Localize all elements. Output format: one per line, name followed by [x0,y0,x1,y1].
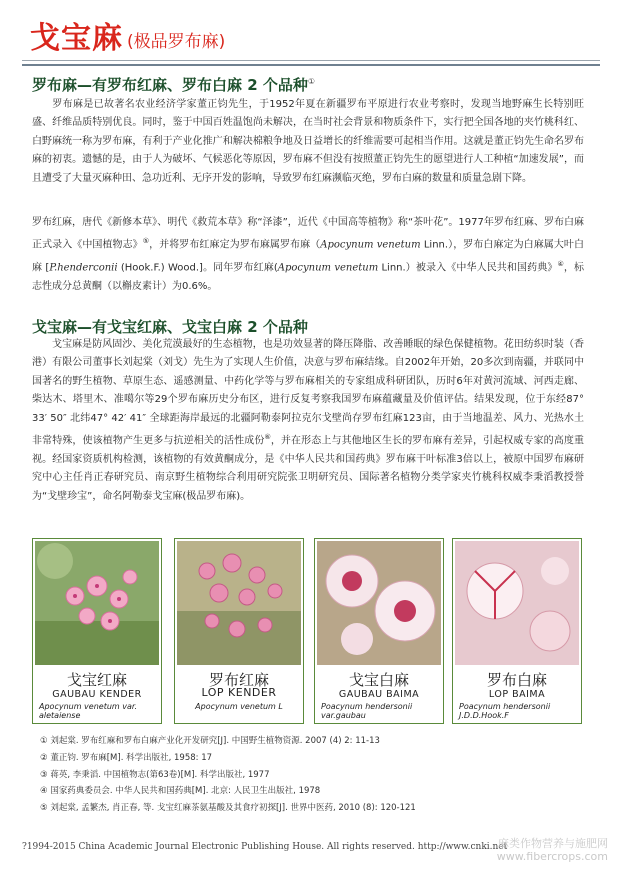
card-latin-name [39,702,159,720]
section1-p2b-text: ，并将罗布红麻定为罗布麻属罗布麻（ [149,239,321,251]
flower-photo-cards [32,538,588,724]
copyright-footer: ?1994-2015 China Academic Journal Electronic Publishing House. All rights reserved. http://www.cnki.net [22,842,508,852]
gaubau-baima-photo [317,541,441,665]
lop-kender-photo [177,541,301,665]
card-latin-line1: Poacynum hendersonii [321,702,413,711]
section1-p2-note: ⑤ [142,237,150,246]
card-chinese-name: 戈宝红麻 [66,671,127,689]
reference-item: ② 董正钧. 罗布麻[M]. 科学出版社, 1958: 17 [40,752,213,763]
reference-item: ③ 蒋英, 李秉滔. 中国植物志(第63卷)[M]. 科学出版社, 1977 [40,769,270,780]
card-latin-line1: Apocynum venetum L [195,702,283,711]
section1-paragraph-1 [32,96,584,188]
card-latin-name [459,702,579,720]
section1-p2-note2: ④ [557,260,564,269]
section2-p1-text: 戈宝麻是防风固沙、美化荒漠最好的生态植物，也是功效显著的降压降脂、改善睡眠的绿色保健植物。花田纺织时装（香港）有限公司董事长刘起棠（刘戈）先生为了实现人生价值，决意与罗布麻结缘。自2002年开始，20多次到南疆，并联同中国著名的野生植物、草原生态、遥感测量、中药化学等与罗布麻相关的专家组成科研团队，历时6年对黄河流域、河西走廊、柴达木、塔里木、准噶尔等29个罗布麻历史分布区，进行反复考察我国罗布麻蕴藏量及价值评估。结果发现，位于东经87° 33′ 50″ 北纬47° 42′ 41″ 全球距海岸最远的北疆阿勒泰阿拉克尔戈壁尚存罗布红麻123亩，由于当地温差、风力、光热水土非常特殊，使该植物产生更多与抗逆相关的活性成份 [32,339,584,447]
section1-p2d-text: (Hook.F.) Wood.]。同年罗布红麻( [117,262,278,274]
section1-p2c-text: Linn.），罗布白麻定为白麻属大叶白麻 [ [32,239,584,274]
card-english-name: GAUBAU KENDER [52,689,142,700]
section1-p2e-text: Linn.）被录入《中华人民共和国药典》 [378,262,558,274]
section1-paragraph-2 [32,214,584,296]
card-lop-baima [452,538,582,724]
latin-name-1: Apocynum venetum [320,239,421,251]
card-english-name: LOP BAIMA [488,689,546,700]
section2-p1b-text: ，并在形态上与其他地区生长的罗布麻有差异，引起权威专家的高度重视。经国家资质机构检测，该植物的有效黄酮成分，是《中华人民共和国药典》罗布麻干叶标准3倍以上，被原中国罗布麻研究中心主任肖正春研究员、南京野生植物综合利用研究院张卫明研究员、国际著名植物分类学家夹竹桃科权威李秉滔教授誉为“戈壁珍宝”，命名阿勒泰戈宝麻(极品罗布麻)。 [32,435,585,502]
card-lop-kender [174,538,304,724]
gaubau-kender-photo [35,541,159,665]
card-english-name: LOP KENDER [201,686,277,699]
card-gaubau-baima [314,538,444,724]
section1-heading-text: 罗布麻—有罗布红麻、罗布白麻 2 个品种 [32,76,308,94]
latin-name-3: Apocynum venetum [277,262,379,274]
header-rule-thick [22,64,600,66]
card-english-name: GAUBAU BAIMA [338,689,420,700]
card-latin-line2: var.gaubau [321,711,366,720]
card-latin-line2: aletaiense [39,711,81,720]
reference-item: ⑤ 刘起棠, 孟繁杰, 肖正春, 等. 戈宝红麻茶氨基酸及其食疗初探[J]. 世界中医药, 2010 (8): 120-121 [40,803,416,814]
references [40,733,590,817]
header-rule-thin [22,60,600,61]
card-chinese-name: 戈宝白麻 [348,671,409,689]
card-latin-name [175,702,303,711]
watermark-line1: 麻类作物营养与施肥网 [498,837,608,850]
card-latin-name [321,702,441,720]
section2-heading [32,316,308,337]
brand-header [30,6,225,54]
card-chinese-name: 罗布白麻 [486,671,547,689]
brand-subtitle: (极品罗布麻) [127,31,226,52]
card-chinese-name: 罗布红麻 [208,671,269,689]
card-latin-line1: Poacynum hendersonii [459,702,551,711]
section1-p2-text: 罗布红麻，唐代《新修本草》、明代《救荒本草》称“泽漆”，近代《中国高等植物》称“茶叶花”。1977年罗布红麻、罗布白麻正式录入《中国植物志》 [32,217,584,251]
card-latin-line1: Apocynum venetum var. [39,702,137,711]
section2-paragraph-1 [32,336,584,506]
section1-heading-note: ① [307,77,316,86]
reference-item: ① 刘起棠. 罗布红麻和罗布白麻产业化开发研究[J]. 中国野生植物资源. 2007 (4) 2: 11-13 [40,736,380,746]
latin-name-2: P.henderconii [49,262,118,274]
section2-heading-text: 戈宝麻—有戈宝红麻、戈宝白麻 2 个品种 [32,318,308,336]
watermark [497,837,608,863]
reference-item: ④ 国家药典委员会. 中华人民共和国药典[M]. 北京: 人民卫生出版社, 1978 [40,786,321,797]
card-latin-line2: J.D.D.Hook.F [459,711,509,720]
section1-p1-text: 罗布麻是已故著名农业经济学家董正钧先生，于1952年夏在新疆罗布平原进行农业考察时，发现当地野麻生长特别旺盛、纤维品质特别优良。同时，鉴于中国百姓温饱尚未解决，在当时社会背景和物质条件下，实行把全国各地的夹竹桃科红、白野麻统一称为罗布麻，有利于产业化推广和解决棉粮争地及日益增长的纤维需要可起相当作用。这就是董正钧先生命名罗布麻的初衷。遗憾的是，由于人为破坏、气候恶化等原因，罗布麻不但没有按照董正钧先生的愿望进行人工种植“加速发展”，而且遭受了大量灭麻种田、急功近利、无序开发的影响，导致罗布红麻濒临灭绝，罗布白麻的数量和质量急剧下降。 [32,99,584,184]
section1-heading [32,74,315,95]
brand-title: 戈宝麻 [30,21,123,56]
section1-p2f-text: ，标志性成分总黄酮（以槲皮素计）为0.6%。 [32,262,584,292]
lop-baima-photo [455,541,579,665]
watermark-line2: www.fibercrops.com [496,850,608,863]
card-gaubau-kender [32,538,162,724]
section2-p1-note: ⑥ [264,433,271,442]
